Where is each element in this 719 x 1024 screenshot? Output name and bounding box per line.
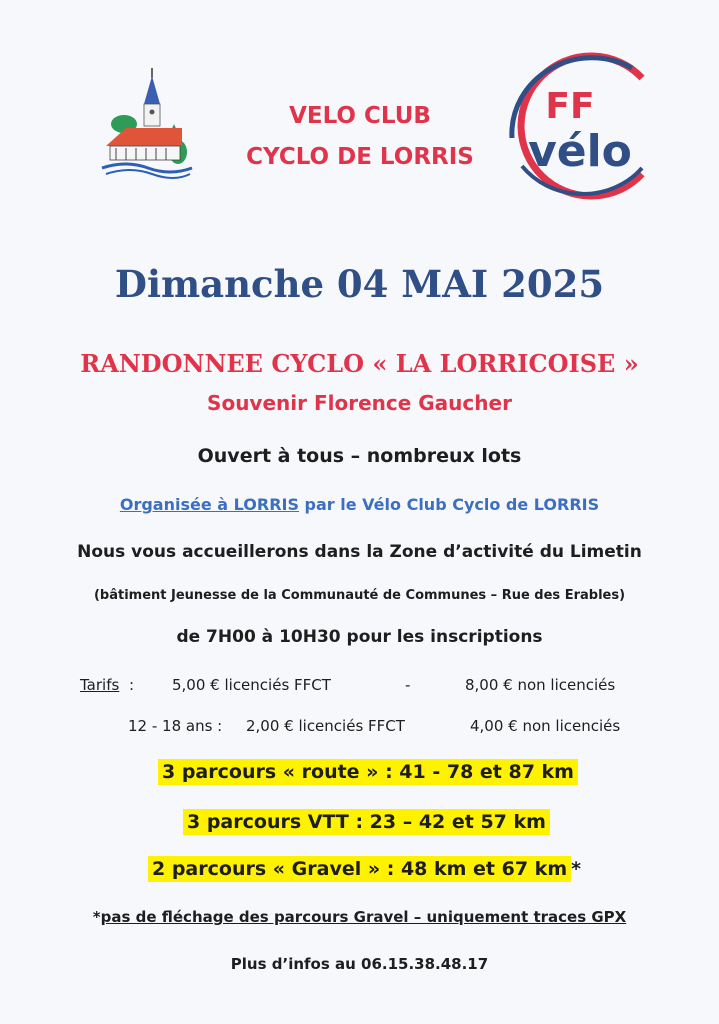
club-logo [96,68,196,184]
parcours-gravel-star: * [571,858,582,880]
hours-line: de 7H00 à 10H30 pour les inscriptions [176,627,543,647]
parcours-vtt-text: 3 parcours VTT : 23 – 42 et 57 km [183,809,550,835]
event-date: Dimanche 04 MAI 2025 [114,262,605,306]
event-subtitle: Souvenir Florence Gaucher [207,391,512,415]
parcours-gravel-text: 2 parcours « Gravel » : 48 km et 67 km [148,856,571,882]
tarif-adult-unlicensed: 8,00 € non licenciés [465,676,616,694]
tarifs-label: Tarifs [80,676,120,694]
event-title: RANDONNEE CYCLO « LA LORRICOISE » [80,349,639,378]
venue-line: (bâtiment Jeunesse de la Communauté de Communes – Rue des Erables) [93,588,626,603]
tarif-youth-licensed: 2,00 € licenciés FFCT [246,717,405,735]
parcours-vtt [183,811,550,833]
tarif-youth-unlicensed: 4,00 € non licenciés [470,717,621,735]
organizer-line [0,495,719,514]
club-name-line1: VELO CLUB [289,103,431,129]
parcours-route [158,761,578,783]
gravel-note [0,908,719,926]
tarif-adult-licensed: 5,00 € licenciés FFCT [172,676,331,694]
ff-velo-logo [492,48,664,204]
tarifs-colon: : [129,676,135,694]
tarif-youth-age: 12 - 18 ans : [128,717,223,735]
gravel-note-text: pas de fléchage des parcours Gravel – uniquement traces GPX [100,908,627,926]
gravel-note-star: * [92,908,101,926]
parcours-gravel [148,858,581,880]
open-line: Ouvert à tous – nombreux lots [197,445,522,467]
organizer-link[interactable]: Organisée à LORRIS [119,495,299,514]
ff-logo-ff: FF [545,86,595,127]
ff-logo-velo: vélo [528,126,632,177]
organizer-text: par le Vélo Club Cyclo de LORRIS [298,495,600,514]
welcome-line: Nous vous accueillerons dans la Zone d’activité du Limetin [77,542,642,562]
parcours-route-text: 3 parcours « route » : 41 - 78 et 87 km [158,759,578,785]
tarif-separator: - [405,676,411,694]
contact-line: Plus d’infos au 06.15.38.48.17 [230,955,489,973]
club-name-line2: CYCLO DE LORRIS [246,144,474,170]
